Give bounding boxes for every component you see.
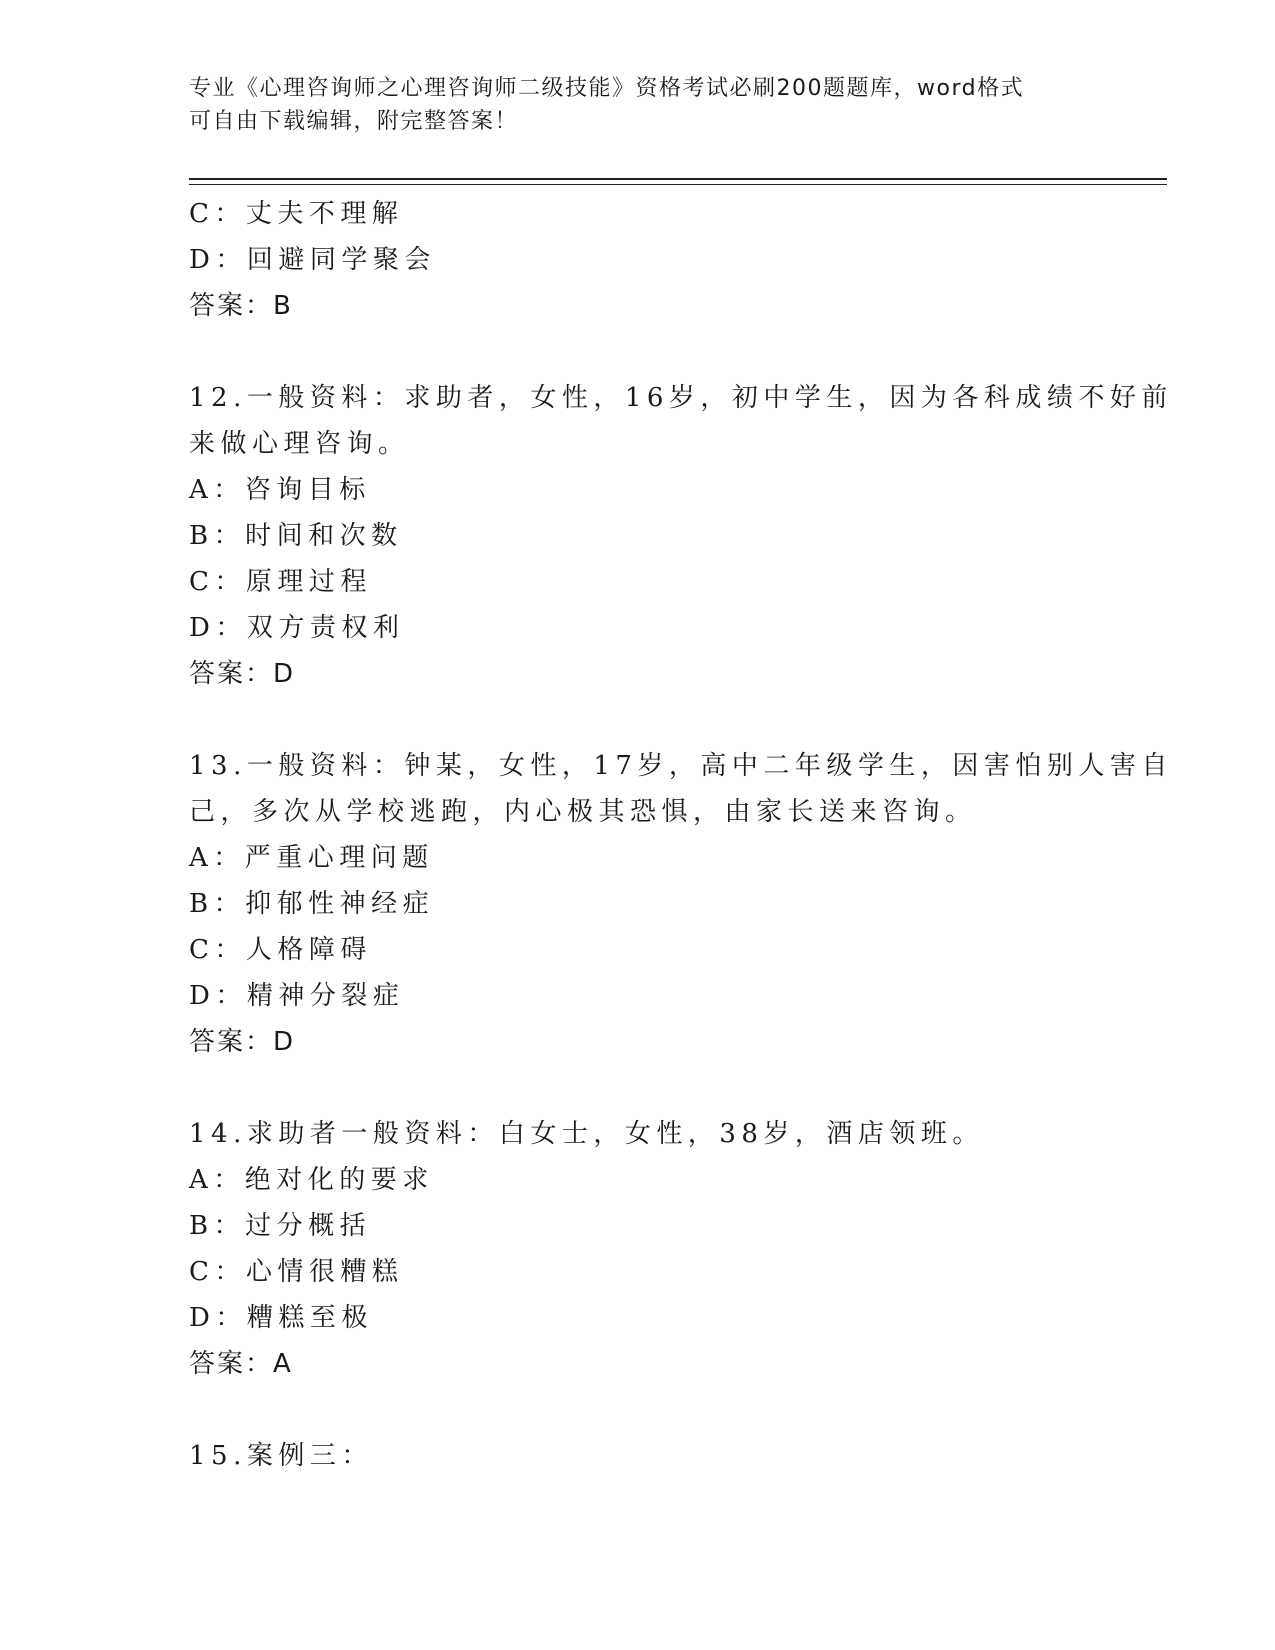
question-stem-cont: 来做心理咨询。 (189, 429, 410, 459)
header-divider-thick (189, 178, 1167, 180)
question-12 (189, 375, 1173, 697)
question-stem: 13.一般资料：钟某，女性，17岁，高中二年级学生，因害怕别人害自 (189, 751, 1173, 781)
option-d: D：双方责权利 (189, 613, 405, 643)
document-header (189, 72, 1079, 138)
option-a: A：咨询目标 (189, 475, 371, 505)
option-d: D：糟糕至极 (189, 1303, 373, 1333)
question-stem: 14.求助者一般资料：白女士，女性，38岁，酒店领班。 (189, 1119, 984, 1149)
question-stem-cont: 己，多次从学校逃跑，内心极其恐惧，由家长送来咨询。 (189, 797, 977, 827)
question-13 (189, 743, 1173, 1065)
option-b: B：过分概括 (189, 1211, 372, 1241)
option-a: A：绝对化的要求 (189, 1165, 434, 1195)
answer-line: 答案：D (189, 1027, 296, 1057)
option-c: C：人格障碍 (189, 935, 372, 965)
continued-question (189, 191, 1089, 329)
option-d: D：回避同学聚会 (189, 245, 436, 275)
answer-line: 答案：B (189, 291, 293, 321)
option-c: C：原理过程 (189, 567, 372, 597)
question-stem: 15.案例三： (189, 1441, 373, 1471)
option-b: B：时间和次数 (189, 521, 403, 551)
header-divider-thin (189, 184, 1167, 185)
question-14 (189, 1111, 1089, 1387)
question-list (189, 191, 1173, 1479)
option-c: C：丈夫不理解 (189, 199, 404, 229)
header-line-2: 可自由下载编辑，附完整答案！ (189, 109, 519, 134)
question-stem: 12.一般资料：求助者，女性，16岁，初中学生，因为各科成绩不好前 (189, 383, 1173, 413)
option-b: B：抑郁性神经症 (189, 889, 435, 919)
question-15 (189, 1433, 1089, 1479)
answer-line: 答案：A (189, 1349, 293, 1379)
answer-line: 答案：D (189, 659, 296, 689)
option-c: C：心情很糟糕 (189, 1257, 404, 1287)
option-a: A：严重心理问题 (189, 843, 434, 873)
option-d: D：精神分裂症 (189, 981, 405, 1011)
header-line-1: 专业《心理咨询师之心理咨询师二级技能》资格考试必刷200题题库，word格式 (189, 76, 1025, 101)
